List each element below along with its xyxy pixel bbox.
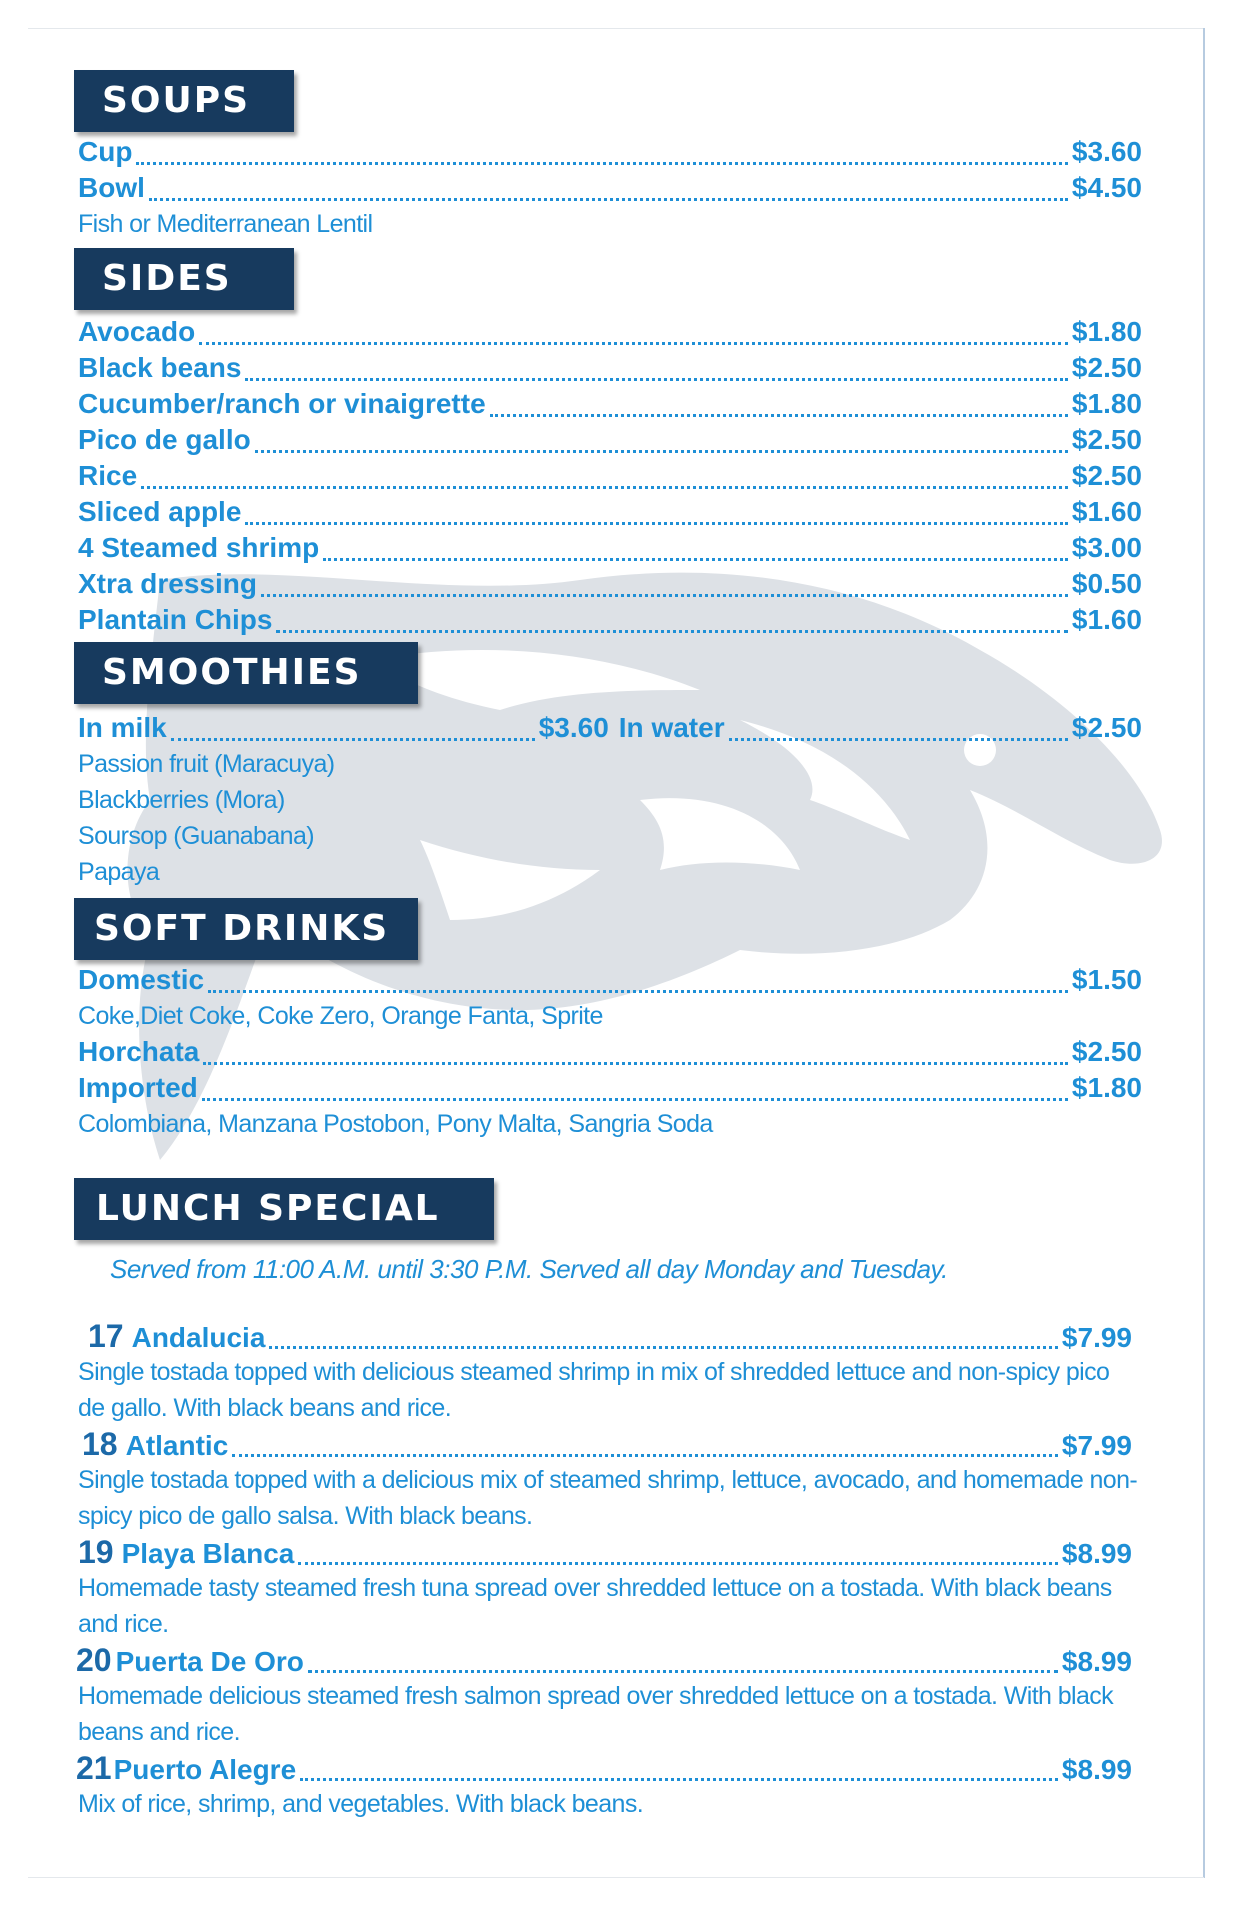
lunch-special-heading: LUNCH SPECIAL bbox=[74, 1178, 494, 1240]
lunch-item-desc: Single tostada topped with delicious steamed shrimp in mix of shredded lettuce and non-spicy pico de gallo. With black beans and rice. bbox=[78, 1358, 1110, 1422]
drink-row-domestic bbox=[78, 962, 1142, 998]
lunch-item-row bbox=[78, 1534, 1132, 1570]
item-number: 17 bbox=[88, 1318, 124, 1354]
dot-leader bbox=[208, 968, 1068, 993]
lunch-item-desc: Mix of rice, shrimp, and vegetables. With black beans. bbox=[78, 1790, 644, 1818]
item-number: 19 bbox=[78, 1534, 114, 1570]
item-name: Cucumber/ranch or vinaigrette bbox=[78, 388, 486, 419]
lunch-item-row bbox=[82, 1426, 1132, 1462]
item-name: Black beans bbox=[78, 352, 242, 383]
dot-leader bbox=[729, 716, 1068, 741]
item-price: $7.99 bbox=[1061, 1322, 1132, 1353]
item-price: $2.50 bbox=[1071, 1036, 1142, 1067]
item-price: $2.50 bbox=[1071, 424, 1142, 455]
dot-leader bbox=[149, 176, 1068, 201]
page-border-bottom bbox=[28, 1877, 1204, 1878]
water-label: In water bbox=[618, 712, 725, 743]
item-name: Cup bbox=[78, 136, 133, 167]
lunch-item-row bbox=[88, 1318, 1132, 1354]
item-price: $8.99 bbox=[1061, 1538, 1132, 1569]
side-row bbox=[78, 566, 1142, 602]
item-number: 21 bbox=[76, 1750, 112, 1786]
item-price: $8.99 bbox=[1061, 1646, 1132, 1677]
soup-row-bowl bbox=[78, 170, 1142, 206]
smoothie-flavor: Blackberries (Mora) bbox=[78, 786, 285, 814]
dot-leader bbox=[199, 320, 1068, 345]
item-number: 18 bbox=[82, 1426, 118, 1462]
lunch-item-desc: Homemade tasty steamed fresh tuna spread over shredded lettuce on a tostada. With black beans and rice. bbox=[78, 1574, 1112, 1638]
side-row bbox=[78, 530, 1142, 566]
item-price: $4.50 bbox=[1071, 172, 1142, 203]
dot-leader bbox=[141, 464, 1068, 489]
item-name: Puerta De Oro bbox=[115, 1646, 304, 1677]
item-name: Playa Blanca bbox=[121, 1538, 295, 1569]
item-name: Andalucia bbox=[131, 1322, 266, 1353]
item-price: $8.99 bbox=[1061, 1754, 1132, 1785]
item-price: $7.99 bbox=[1061, 1430, 1132, 1461]
soft-drinks-heading: SOFT DRINKS bbox=[74, 898, 418, 960]
sides-heading: SIDES bbox=[74, 248, 294, 310]
soup-note: Fish or Mediterranean Lentil bbox=[78, 210, 373, 238]
item-price: $1.80 bbox=[1071, 316, 1142, 347]
item-price: $3.60 bbox=[1071, 136, 1142, 167]
dot-leader bbox=[245, 356, 1068, 381]
item-price: $2.50 bbox=[1071, 352, 1142, 383]
item-name: Domestic bbox=[78, 964, 205, 995]
soups-heading: SOUPS bbox=[74, 70, 294, 132]
dot-leader bbox=[136, 140, 1067, 165]
item-name: Rice bbox=[78, 460, 138, 491]
lunch-item-row bbox=[76, 1750, 1132, 1786]
item-name: Sliced apple bbox=[78, 496, 242, 527]
dot-leader bbox=[276, 608, 1067, 633]
dot-leader bbox=[203, 1040, 1068, 1065]
dot-leader bbox=[300, 1756, 1058, 1781]
page-border-right bbox=[1203, 28, 1205, 1878]
side-row bbox=[78, 602, 1142, 638]
milk-label: In milk bbox=[78, 712, 167, 743]
item-name: Xtra dressing bbox=[78, 568, 257, 599]
item-name: Bowl bbox=[78, 172, 145, 203]
soup-row-cup bbox=[78, 134, 1142, 170]
item-price: $1.50 bbox=[1071, 964, 1142, 995]
item-number: 20 bbox=[76, 1642, 112, 1678]
side-row bbox=[78, 314, 1142, 350]
item-name: 4 Steamed shrimp bbox=[78, 532, 320, 563]
item-price: $3.00 bbox=[1071, 532, 1142, 563]
side-row bbox=[78, 494, 1142, 530]
dot-leader bbox=[323, 536, 1068, 561]
dot-leader bbox=[232, 1432, 1058, 1457]
dot-leader bbox=[171, 716, 535, 741]
domestic-note: Coke,Diet Coke, Coke Zero, Orange Fanta, Sprite bbox=[78, 1002, 603, 1030]
side-row bbox=[78, 458, 1142, 494]
smoothie-flavor: Passion fruit (Maracuya) bbox=[78, 750, 335, 778]
lunch-item-desc: Single tostada topped with a delicious mix of steamed shrimp, lettuce, avocado, and homemade non-spicy pico de gallo salsa. With black beans. bbox=[78, 1466, 1138, 1530]
item-price: $1.60 bbox=[1071, 604, 1142, 635]
smoothie-flavor: Papaya bbox=[78, 858, 160, 886]
item-name: Pico de gallo bbox=[78, 424, 251, 455]
dot-leader bbox=[269, 1324, 1058, 1349]
item-price: $1.80 bbox=[1071, 1072, 1142, 1103]
item-price: $1.60 bbox=[1071, 496, 1142, 527]
drink-row-horchata bbox=[78, 1034, 1142, 1070]
served-hours: Served from 11:00 A.M. until 3:30 P.M. Served all day Monday and Tuesday. bbox=[110, 1254, 948, 1284]
milk-price: $3.60 bbox=[538, 712, 609, 743]
dot-leader bbox=[245, 500, 1068, 525]
smoothie-price-row bbox=[78, 710, 1142, 746]
lunch-item-desc: Homemade delicious steamed fresh salmon spread over shredded lettuce on a tostada. With black beans and rice. bbox=[78, 1682, 1114, 1746]
imported-note: Colombiana, Manzana Postobon, Pony Malta, Sangria Soda bbox=[78, 1110, 713, 1138]
item-price: $1.80 bbox=[1071, 388, 1142, 419]
item-name: Puerto Alegre bbox=[113, 1754, 297, 1785]
smoothies-heading: SMOOTHIES bbox=[74, 642, 418, 704]
item-name: Imported bbox=[78, 1072, 198, 1103]
dot-leader bbox=[298, 1540, 1058, 1565]
item-price: $2.50 bbox=[1071, 460, 1142, 491]
water-price: $2.50 bbox=[1071, 712, 1142, 743]
dot-leader bbox=[261, 572, 1068, 597]
item-name: Plantain Chips bbox=[78, 604, 273, 635]
dot-leader bbox=[308, 1648, 1058, 1673]
item-name: Atlantic bbox=[125, 1430, 229, 1461]
item-name: Horchata bbox=[78, 1036, 200, 1067]
drink-row-imported bbox=[78, 1070, 1142, 1106]
dot-leader bbox=[490, 392, 1068, 417]
side-row bbox=[78, 350, 1142, 386]
smoothie-flavor: Soursop (Guanabana) bbox=[78, 822, 314, 850]
item-price: $0.50 bbox=[1071, 568, 1142, 599]
item-name: Avocado bbox=[78, 316, 196, 347]
side-row bbox=[78, 386, 1142, 422]
side-row bbox=[78, 422, 1142, 458]
page-border-top bbox=[28, 28, 1204, 29]
dot-leader bbox=[255, 428, 1068, 453]
dot-leader bbox=[202, 1076, 1068, 1101]
lunch-item-row bbox=[76, 1642, 1132, 1678]
